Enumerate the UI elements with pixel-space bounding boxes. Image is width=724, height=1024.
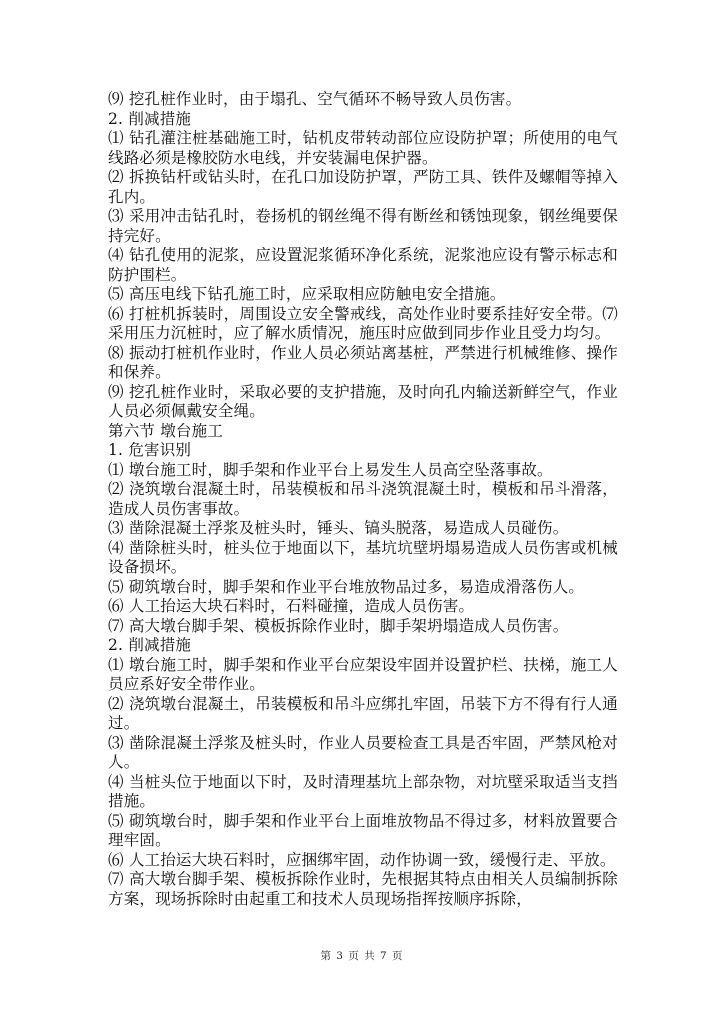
paragraph: ⑷ 钻孔使用的泥浆，应设置泥浆循环净化系统，泥浆池应设有警示标志和防护围栏。 (108, 246, 618, 284)
paragraph: ⑹ 人工抬运大块石料时，石料碰撞，造成人员伤害。 (108, 597, 475, 615)
paragraph: ⑺ 高大墩台脚手架、模板拆除作业时，先根据其特点由相关人员编制拆除方案，现场拆除时由起重工和技术人员现场指挥按顺序拆除， (108, 870, 618, 908)
chapter-heading: 第六节 墩台施工 (108, 421, 224, 440)
paragraph: ⑴ 墩台施工时，脚手架和作业平台上易发生人员高空坠落事故。 (108, 460, 553, 479)
document-body (108, 90, 618, 909)
paragraph: ⑹ 人工抬运大块石料时，应捆绑牢固，动作协调一致，缓慢行走、平放。 (108, 850, 616, 869)
paragraph: ⑵ 浇筑墩台混凝土，吊装模板和吊斗应绑扎牢固，吊装下方不得有行人通过。 (108, 694, 618, 732)
paragraph: ⑴ 钻孔灌注桩基础施工时，钻机皮带转动部位应设防护罩；所使用的电气线路必须是橡胶防水电线，并安装漏电保护器。 (108, 129, 618, 167)
paragraph: ⑵ 拆换钻杆或钻头时，在孔口加设防护罩，严防工具、铁件及螺帽等掉入孔内。 (108, 168, 618, 206)
section-heading: 2. 削减措施 (108, 636, 192, 654)
paragraph: ⑴ 墩台施工时，脚手架和作业平台应架设牢固并设置护栏、扶梯，施工人员应系好安全带作业。 (108, 655, 618, 693)
paragraph: ⑺ 高大墩台脚手架、模板拆除作业时，脚手架坍塌造成人员伤害。 (108, 616, 569, 635)
paragraph: ⑶ 凿除混凝土浮浆及桩头时，锤头、镐头脱落，易造成人员碰伤。 (108, 519, 569, 537)
paragraph: ⑻ 振动打桩机作业时，作业人员必须站离基桩，严禁进行机械维修、操作和保养。 (108, 343, 618, 381)
paragraph: ⑷ 凿除桩头时，桩头位于地面以下，基坑坑壁坍塌易造成人员伤害或机械设备损坏。 (108, 538, 618, 576)
paragraph: ⑶ 采用冲击钻孔时，卷扬机的钢丝绳不得有断丝和锈蚀现象，钢丝绳要保持完好。 (108, 207, 618, 245)
paragraph: ⑶ 凿除混凝土浮浆及桩头时，作业人员要检查工具是否牢固，严禁风枪对人。 (108, 733, 618, 771)
paragraph: ⑷ 当桩头位于地面以下时，及时清理基坑上部杂物，对坑壁采取适当支挡措施。 (108, 772, 618, 810)
paragraph: ⑼ 挖孔桩作业时，采取必要的支护措施，及时向孔内输送新鲜空气，作业人员必须佩戴安全绳。 (108, 382, 618, 420)
paragraph: ⑸ 高压电线下钻孔施工时，应采取相应防触电安全措施。 (108, 285, 506, 303)
paragraph: ⑵ 浇筑墩台混凝土时，吊装模板和吊斗浇筑混凝土时，模板和吊斗滑落，造成人员伤害事故。 (108, 480, 618, 518)
paragraph: ⑹ 打桩机拆装时，周围设立安全警戒线，高处作业时要系挂好安全带。⑺采用压力沉桩时，应了解水质情况，施压时应做到同步作业且受力均匀。 (108, 304, 618, 342)
paragraph: ⑸ 砌筑墩台时，脚手架和作业平台堆放物品过多，易造成滑落伤人。 (108, 577, 585, 596)
section-heading: 1. 危害识别 (108, 441, 192, 459)
page-footer: 第 3 页 共 7 页 (320, 950, 404, 962)
paragraph: ⑸ 砌筑墩台时，脚手架和作业平台上面堆放物品不得过多，材料放置要合理牢固。 (108, 811, 618, 849)
section-heading: 2. 削减措施 (108, 109, 192, 128)
paragraph: ⑼ 挖孔桩作业时，由于塌孔、空气循环不畅导致人员伤害。 (108, 90, 522, 108)
